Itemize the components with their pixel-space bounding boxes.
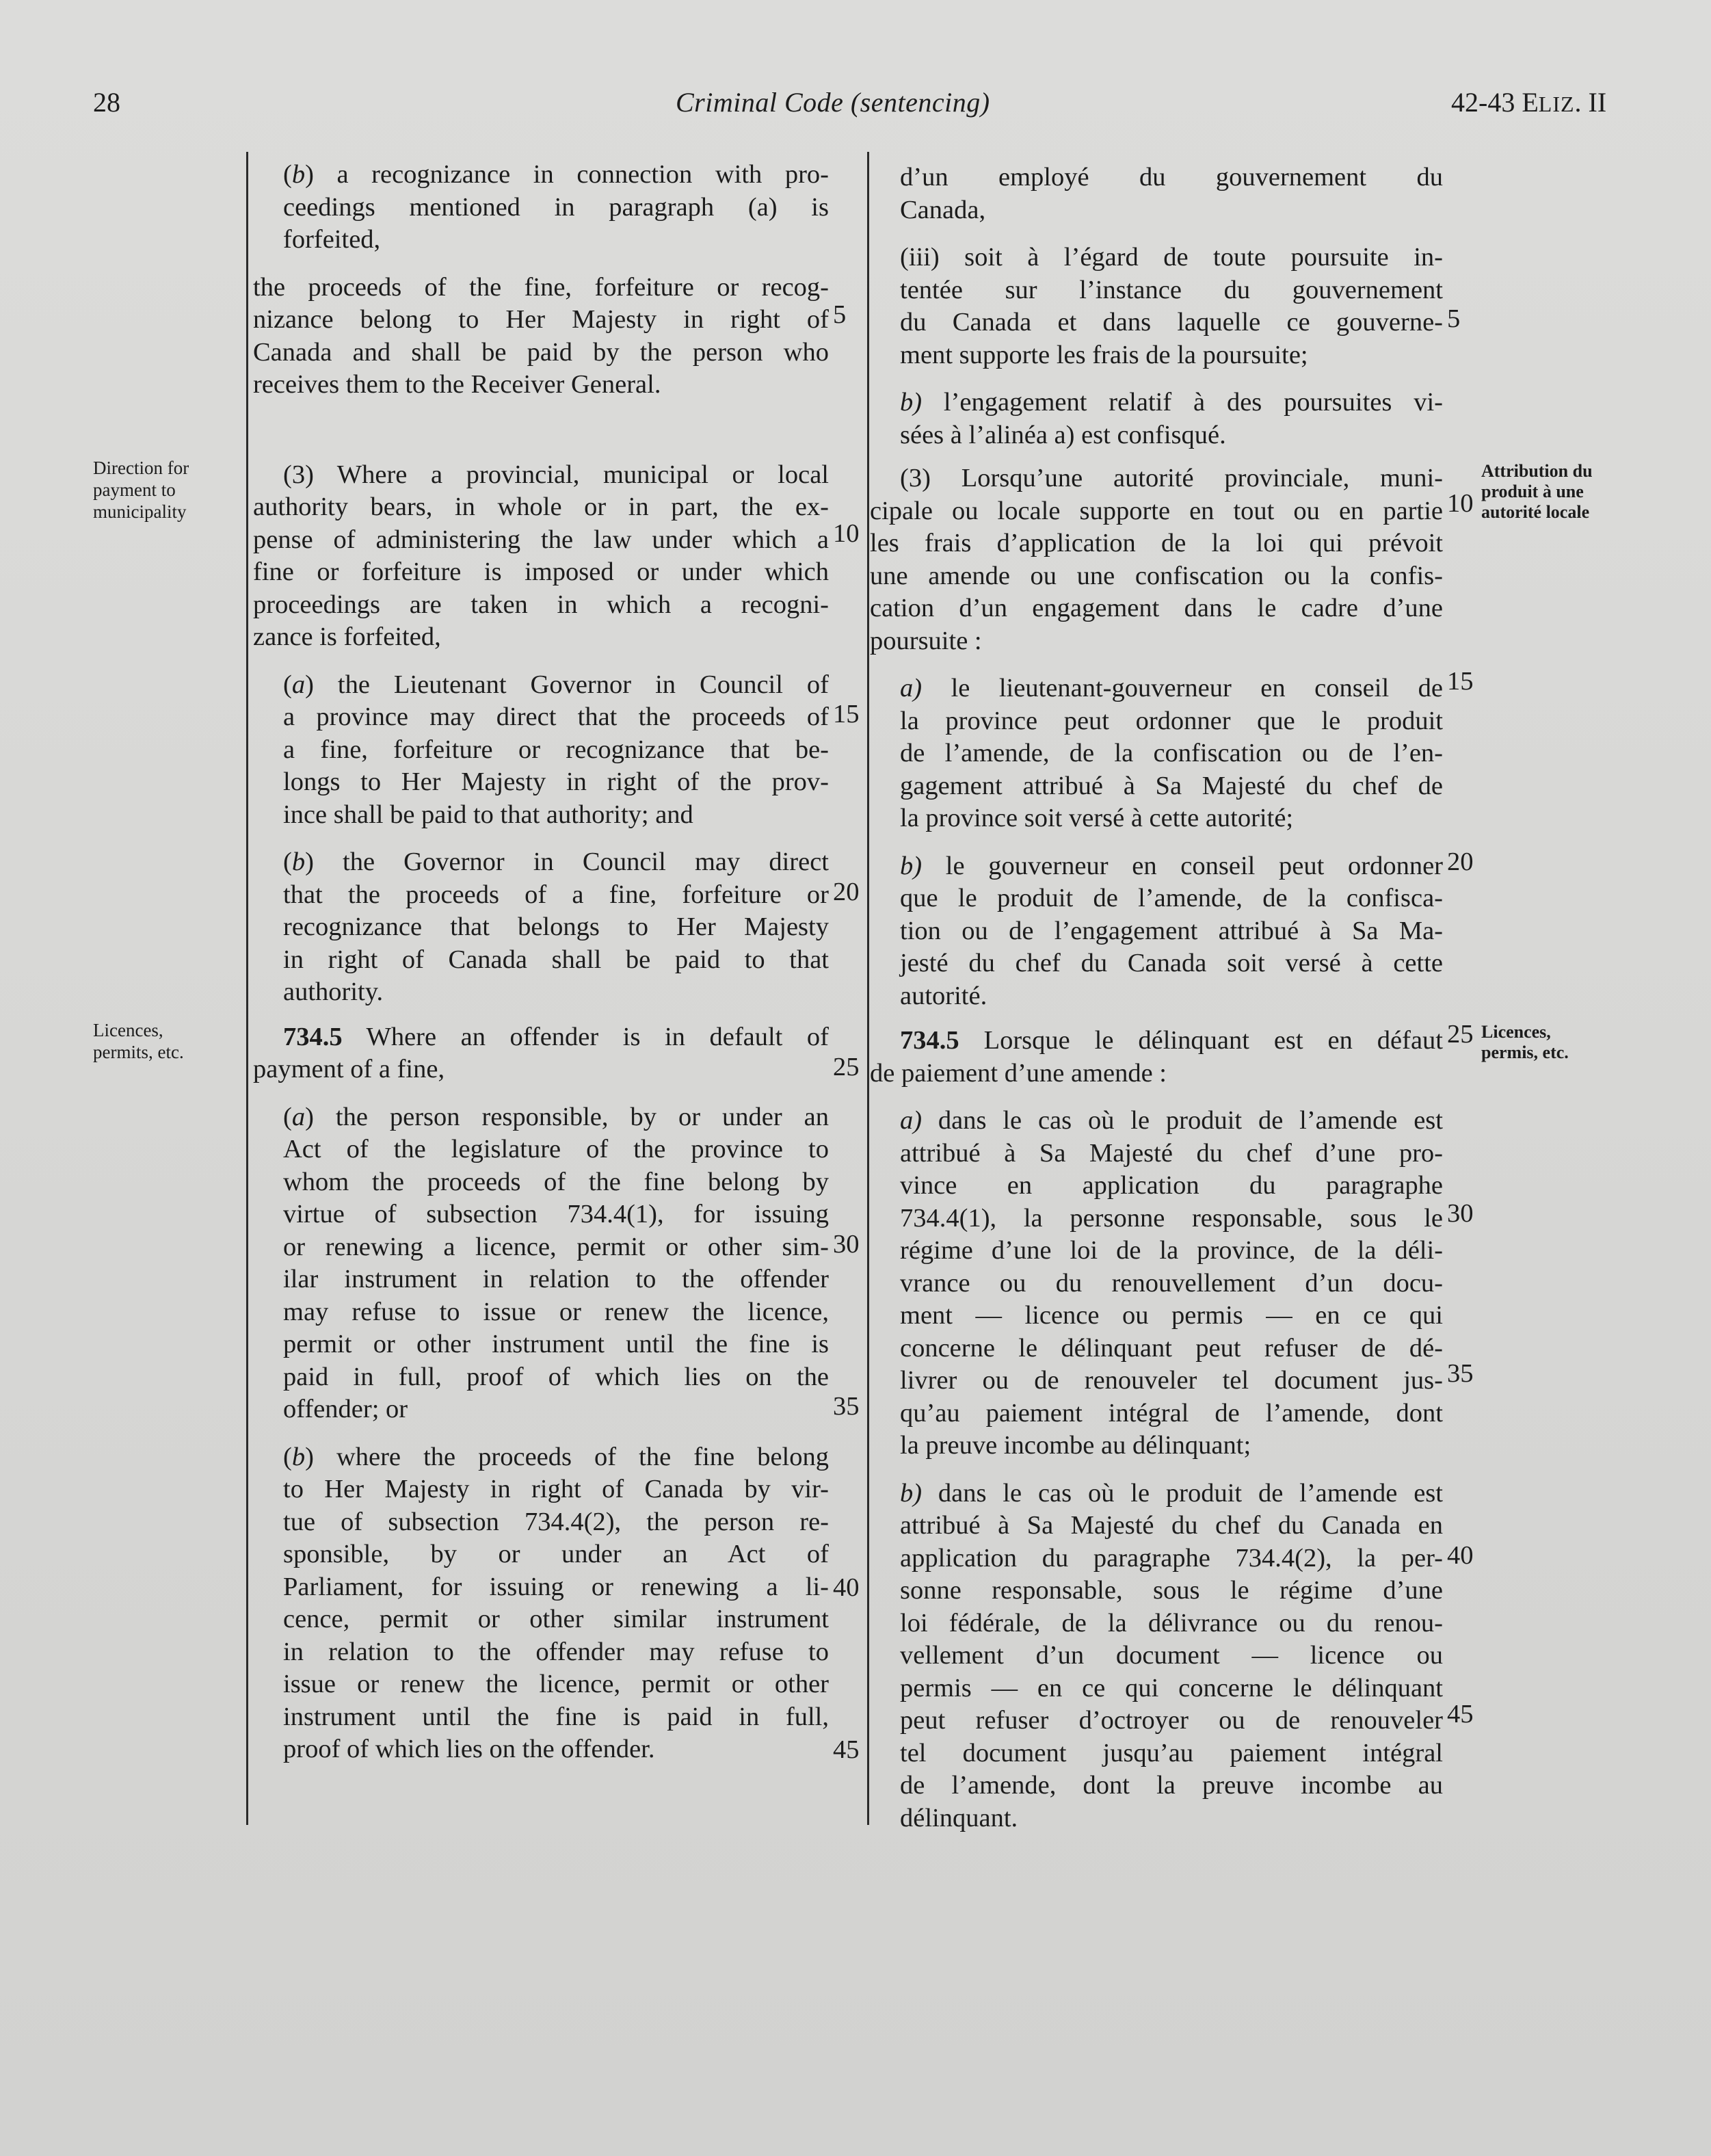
margin-note-direction-for-payment: [93, 457, 250, 523]
text-line: délinquant.: [900, 1803, 1018, 1832]
center-column-rule: [867, 152, 869, 1825]
text-line: longs to Her Majesty in right of the prov-: [283, 767, 829, 796]
text-line: qu’au paiement intégral de l’amende, dont: [900, 1398, 1443, 1428]
para-en-3: [253, 459, 829, 654]
margin-note-line: autorité locale: [1481, 502, 1590, 522]
text-line: vince en application du paragraphe: [900, 1171, 1443, 1200]
text-line: zance is forfeited,: [253, 622, 441, 651]
margin-note-line: Attribution du: [1481, 461, 1593, 481]
text-line: que le produit de l’amende, de la confisca-: [900, 884, 1443, 912]
text-line: cence, permit or other similar instrument: [283, 1605, 829, 1633]
text-line: [253, 1021, 829, 1054]
line-number: 10: [833, 519, 860, 548]
text-line: vellement d’un document — licence ou: [900, 1641, 1443, 1670]
text-line: attribué à Sa Majesté du chef du Canada en: [900, 1511, 1443, 1540]
text-line: in relation to the offender may refuse to: [283, 1637, 829, 1666]
section-number: 734.5: [900, 1026, 959, 1055]
line-number: 15: [1447, 667, 1474, 696]
margin-note-line: municipality: [93, 501, 187, 522]
text-line: permis — en ce qui concerne le délinquant: [900, 1673, 1443, 1703]
text-line: receives them to the Receiver General.: [253, 370, 661, 399]
text-line: tion ou de l’engagement attribué à Sa Ma-: [900, 916, 1443, 945]
text-line: (b) where the proceeds of the fine belong: [283, 1442, 829, 1471]
text-line: poursuite :: [870, 626, 982, 655]
text-line: the proceeds of the fine, forfeiture or recog-: [253, 272, 829, 302]
line-number: 5: [833, 300, 847, 329]
text-line: proof of which lies on the offender.: [283, 1735, 655, 1763]
para-fr-3: [870, 462, 1443, 657]
section-text: Where an offender is in default of: [366, 1022, 829, 1051]
text-line: authority bears, in whole or in part, the ex-: [253, 492, 829, 521]
page-number: 28: [93, 87, 120, 118]
text-line: paid in full, proof of which lies on the: [283, 1362, 829, 1391]
english-column: [253, 159, 829, 1766]
text-line: a) dans le cas où le produit de l’amende est: [900, 1106, 1443, 1135]
line-number: 25: [1447, 1020, 1474, 1049]
para-fr-3b: [870, 850, 1443, 1013]
regnal-year-suffix: . II: [1574, 87, 1607, 118]
line-number: 45: [1447, 1700, 1474, 1728]
line-number: 25: [833, 1053, 860, 1081]
text-line: tue of subsection 734.4(2), the person re-: [283, 1507, 829, 1536]
text-line: la preuve incombe au délinquant;: [900, 1431, 1251, 1460]
text-line: a fine, forfeiture or recognizance that be-: [283, 735, 829, 764]
margin-note-line: Direction for: [93, 458, 189, 478]
text-line: to Her Majesty in right of Canada by vir-: [283, 1475, 829, 1503]
text-line: gagement attribué à Sa Majesté du chef de: [900, 771, 1443, 800]
text-line: attribué à Sa Majesté du chef d’une pro-: [900, 1138, 1443, 1168]
regnal-year: [1451, 86, 1606, 118]
text-line: (iii) soit à l’égard de toute poursuite in-: [900, 243, 1443, 272]
text-line: permit or other instrument until the fine is: [283, 1330, 829, 1358]
para-fr-cont: [870, 161, 1443, 226]
text-line: régime d’une loi de la province, de la déli-: [900, 1236, 1443, 1265]
text-line: payment of a fine,: [253, 1055, 445, 1083]
margin-note-line: Licences,: [93, 1020, 163, 1040]
text-line: ment supporte les frais de la poursuite;: [900, 340, 1308, 369]
text-line: a) le lieutenant-gouverneur en conseil de: [900, 674, 1443, 702]
text-line: ince shall be paid to that authority; and: [283, 800, 693, 829]
text-line: recognizance that belongs to Her Majesty: [283, 912, 829, 941]
line-number: 35: [1447, 1359, 1474, 1388]
para-en-734-5: [253, 1021, 829, 1086]
text-line: (b) the Governor in Council may direct: [283, 847, 829, 876]
text-line: la province peut ordonner que le produit: [900, 706, 1443, 735]
text-line: sées à l’alinéa a) est confisqué.: [900, 420, 1226, 449]
text-line: (3) Where a provincial, municipal or local: [283, 460, 829, 489]
text-line: tel document jusqu’au paiement intégral: [900, 1738, 1443, 1767]
text-line: [870, 1025, 1443, 1057]
text-line: Canada,: [900, 195, 986, 224]
line-number: 5: [1447, 304, 1461, 333]
line-number: 20: [1447, 847, 1474, 876]
para-fr-b1: [870, 386, 1443, 451]
text-line: sonne responsable, sous le régime d’une: [900, 1576, 1443, 1605]
text-line: ilar instrument in relation to the offender: [283, 1265, 829, 1293]
text-line: issue or renew the licence, permit or other: [283, 1670, 829, 1698]
text-line: ceedings mentioned in paragraph (a) is: [283, 192, 829, 222]
text-line: tentée sur l’instance du gouvernement: [900, 275, 1443, 304]
text-line: de l’amende, dont la preuve incombe au: [900, 1771, 1443, 1800]
margin-note-attribution: [1481, 461, 1632, 523]
text-line: that the proceeds of a fine, forfeiture or: [283, 880, 829, 909]
margin-note-line: permis, etc.: [1481, 1042, 1569, 1062]
para-en-proceeds: [253, 272, 829, 402]
text-line: (b) a recognizance in connection with pro-: [283, 160, 829, 189]
text-line: sponsible, by or under an Act of: [283, 1540, 829, 1568]
margin-note-line: payment to: [93, 479, 176, 500]
text-line: la province soit versé à cette autorité;: [900, 804, 1294, 832]
text-line: Act of the legislature of the province to: [283, 1135, 829, 1164]
text-line: concerne le délinquant peut refuser de dé-: [900, 1333, 1443, 1363]
line-number: 30: [1447, 1199, 1474, 1228]
para-en-734-5a: [253, 1101, 829, 1426]
text-line: jesté du chef du Canada soit versé à cette: [900, 949, 1443, 977]
text-line: nizance belong to Her Majesty in right of: [253, 305, 829, 334]
text-line: b) l’engagement relatif à des poursuites vi-: [900, 388, 1443, 417]
text-line: Parliament, for issuing or renewing a li-: [283, 1572, 829, 1601]
text-line: forfeited,: [283, 225, 381, 254]
text-line: loi fédérale, de la délivrance ou du renou-: [900, 1608, 1443, 1638]
text-line: in right of Canada shall be paid to that: [283, 945, 829, 974]
text-line: de paiement d’une amende :: [870, 1058, 1167, 1088]
text-line: autorité.: [900, 981, 987, 1010]
margin-note-licences-en: [93, 1019, 250, 1063]
text-line: (a) the Lieutenant Governor in Council of: [283, 670, 829, 699]
para-en-3b: [253, 846, 829, 1009]
text-line: authority.: [283, 977, 384, 1006]
para-fr-iii: [870, 241, 1443, 371]
line-number: 40: [1447, 1541, 1474, 1570]
line-number: 35: [833, 1392, 860, 1421]
section-text: Lorsque le délinquant est en défaut: [983, 1026, 1443, 1055]
text-line: livrer ou de renouveler tel document jus-: [900, 1366, 1443, 1395]
para-fr-3a: [870, 672, 1443, 835]
text-line: cation d’un engagement dans le cadre d’une: [870, 594, 1443, 622]
regnal-year-prefix: 42-43 E: [1451, 87, 1539, 118]
text-line: du Canada et dans laquelle ce gouverne-: [900, 308, 1443, 337]
margin-note-licences-fr: [1481, 1022, 1632, 1063]
text-line: une amende ou une confiscation ou la confis-: [870, 561, 1443, 590]
text-line: virtue of subsection 734.4(1), for issuing: [283, 1200, 829, 1228]
para-en-3a: [253, 669, 829, 832]
text-line: b) le gouverneur en conseil peut ordonner: [900, 851, 1443, 880]
text-line: proceedings are taken in which a recogni-: [253, 590, 829, 619]
left-column-rule: [246, 152, 248, 1825]
line-number: 40: [833, 1573, 860, 1602]
text-line: whom the proceeds of the fine belong by: [283, 1167, 829, 1196]
text-line: offender; or: [283, 1395, 408, 1423]
text-line: cipale ou locale supporte en tout ou en partie: [870, 496, 1443, 525]
line-number: 10: [1447, 489, 1474, 518]
text-line: vrance ou du renouvellement d’un docu-: [900, 1268, 1443, 1298]
running-title: Criminal Code (sentencing): [676, 87, 990, 118]
line-number: 30: [833, 1230, 860, 1259]
text-line: a province may direct that the proceeds of: [283, 702, 829, 731]
line-number: 15: [833, 700, 860, 728]
text-line: Canada and shall be paid by the person who: [253, 337, 829, 367]
text-line: peut refuser d’octroyer ou de renouveler: [900, 1706, 1443, 1735]
text-line: pense of administering the law under which a: [253, 525, 829, 554]
para-fr-734-5: [870, 1025, 1443, 1090]
text-line: (a) the person responsible, by or under an: [283, 1102, 829, 1131]
text-line: or renewing a licence, permit or other sim-: [283, 1232, 829, 1261]
para-en-734-5b: [253, 1441, 829, 1766]
regnal-year-smallcaps: LIZ: [1538, 92, 1575, 116]
french-column: [870, 161, 1443, 1835]
text-line: may refuse to issue or renew the licence,: [283, 1297, 829, 1326]
para-fr-734-5a: [870, 1105, 1443, 1462]
text-line: fine or forfeiture is imposed or under which: [253, 557, 829, 586]
text-line: instrument until the fine is paid in full,: [283, 1702, 829, 1731]
line-number: 20: [833, 878, 860, 906]
text-line: de l’amende, de la confiscation ou de l’en-: [900, 739, 1443, 767]
text-line: application du paragraphe 734.4(2), la per-: [900, 1543, 1443, 1573]
margin-note-line: permits, etc.: [93, 1042, 184, 1062]
section-number: 734.5: [283, 1022, 343, 1051]
para-fr-734-5b: [870, 1477, 1443, 1835]
text-line: b) dans le cas où le produit de l’amende est: [900, 1478, 1443, 1508]
text-line: les frais d’application de la loi qui prévoit: [870, 529, 1443, 557]
text-line: ment — licence ou permis — en ce qui: [900, 1301, 1443, 1330]
line-number: 45: [833, 1735, 860, 1764]
text-line: (3) Lorsqu’une autorité provinciale, muni-: [900, 464, 1443, 492]
margin-note-line: Licences,: [1481, 1022, 1551, 1042]
para-en-b1: [253, 159, 829, 257]
margin-note-line: produit à une: [1481, 482, 1584, 501]
text-line: d’un employé du gouvernement du: [900, 163, 1443, 192]
text-line: 734.4(1), la personne responsable, sous le: [900, 1203, 1443, 1233]
